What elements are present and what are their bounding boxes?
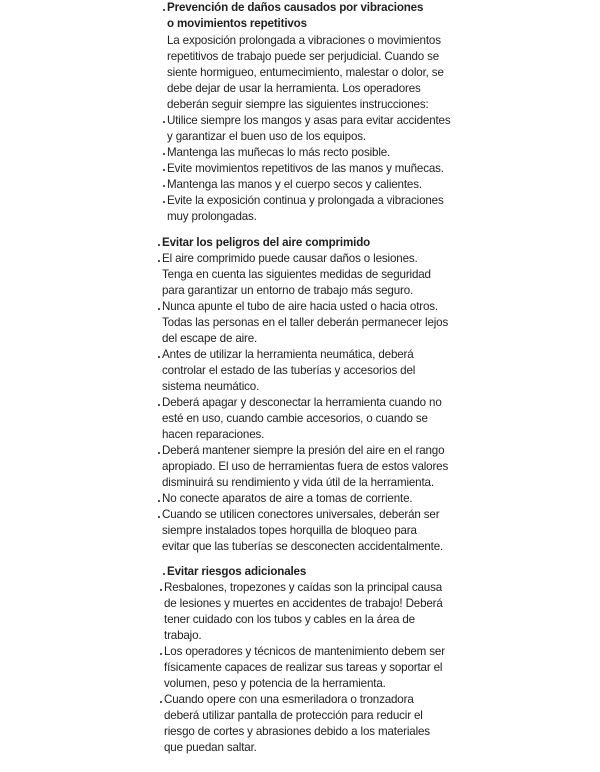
list-item: Utilice siempre los mangos y asas para evitar accidentes (167, 114, 451, 127)
intro-text: repetitivos de trabajo puede ser perjudicial. Cuando se (167, 50, 440, 63)
list-item: Deberá apagar y desconectar la herramienta cuando no (162, 396, 442, 409)
list-item: de lesiones y muertes en accidentes de trabajo! Deberá (164, 597, 443, 610)
list-item: tener cuidado con los tubos y cables en la área de (164, 613, 415, 626)
bullet-icon (158, 308, 160, 310)
list-item: Nunca apunte el tubo de aire hacia usted o hacia otros. (162, 300, 438, 313)
list-item: Cuando opere con una esmeriladora o tronzadora (164, 693, 414, 706)
list-item: deberá utilizar pantalla de protección para reducir el (164, 709, 423, 722)
bullet-icon (158, 244, 160, 246)
intro-text: deberán seguir siempre las siguientes instrucciones: (167, 98, 429, 111)
list-item: Los operadores y técnicos de mantenimiento debem ser (164, 645, 445, 658)
bullet-icon (160, 653, 162, 655)
bullet-icon (160, 589, 162, 591)
section-heading: Evitar riesgos adicionales (167, 565, 307, 578)
list-item: sistema neumático. (162, 380, 260, 393)
section-heading: Prevención de daños causados por vibraciones (167, 1, 424, 14)
bullet-icon (158, 356, 160, 358)
bullet-icon (158, 500, 160, 502)
intro-text: debe dejar de usar la herramienta. Los operadores (167, 82, 421, 95)
section-heading: o movimientos repetitivos (167, 17, 307, 30)
bullet-icon (163, 573, 165, 575)
list-item: para garantizar un entorno de trabajo más seguro. (162, 284, 414, 297)
list-item: El aire comprimido puede causar daños o lesiones. (162, 252, 418, 265)
bullet-icon (160, 701, 162, 703)
list-item: y garantizar el buen uso de los equipos. (167, 130, 366, 143)
list-item: controlar el estado de las tuberías y accesorios del (162, 364, 416, 377)
bullet-icon (158, 404, 160, 406)
list-item: Cuando se utilicen conectores universales, deberán ser (162, 508, 440, 521)
list-item: que puedan saltar. (164, 741, 257, 754)
bullet-icon (158, 516, 160, 518)
list-item: siempre instalados topes horquilla de bloqueo para (162, 524, 417, 537)
bullet-icon (163, 153, 165, 155)
list-item: disminuirá su rendimiento y vida útil de la herramienta. (162, 476, 434, 489)
list-item: Antes de utilizar la herramienta neumática, deberá (162, 348, 414, 361)
list-item: muy prolongadas. (167, 210, 257, 223)
list-item: Mantenga las muñecas lo más recto posible. (167, 146, 391, 159)
list-item: Deberá mantener siempre la presión del aire en el rango (162, 444, 445, 457)
list-item: evitar que las tuberías se desconecten accidentalmente. (162, 540, 444, 553)
section-heading: Evitar los peligros del aire comprimido (162, 236, 371, 249)
intro-text: La exposición prolongada a vibraciones o movimientos (167, 34, 441, 47)
bullet-icon (163, 201, 165, 203)
list-item: Resbalones, tropezones y caídas son la principal causa (164, 581, 443, 594)
list-item: riesgo de cortes y abrasiones debido a los materiales (164, 725, 430, 738)
list-item: trabajo. (164, 629, 202, 642)
list-item: Mantenga las manos y el cuerpo secos y calientes. (167, 178, 422, 191)
list-item: Tenga en cuenta las siguientes medidas de seguridad (162, 268, 431, 281)
bullet-icon (163, 9, 165, 11)
list-item: apropiado. El uso de herramientas fuera de estos valores (162, 460, 449, 473)
bullet-icon (158, 452, 160, 454)
list-item: Todas las personas en el taller deberán permanecer lejos (162, 316, 449, 329)
list-item: volumen, peso y potencia de la herramienta. (164, 677, 386, 690)
intro-text: siente hormigueo, entumecimiento, malestar o dolor, se (167, 66, 444, 79)
list-item: esté en uso, cuando cambie accesorios, o cuando se (162, 412, 428, 425)
bullet-icon (163, 121, 165, 123)
list-item: Evite la exposición continua y prolongada a vibraciones (167, 194, 444, 207)
list-item: físicamente capaces de realizar sus tareas y soportar el (164, 661, 443, 674)
list-item: hacen reparaciones. (162, 428, 265, 441)
list-item: del escape de aire. (162, 332, 258, 345)
list-item: Evite movimientos repetitivos de las manos y muñecas. (167, 162, 444, 175)
bullet-icon (163, 169, 165, 171)
list-item: No conecte aparatos de aire a tomas de corriente. (162, 492, 413, 505)
bullet-icon (158, 260, 160, 262)
bullet-icon (163, 185, 165, 187)
